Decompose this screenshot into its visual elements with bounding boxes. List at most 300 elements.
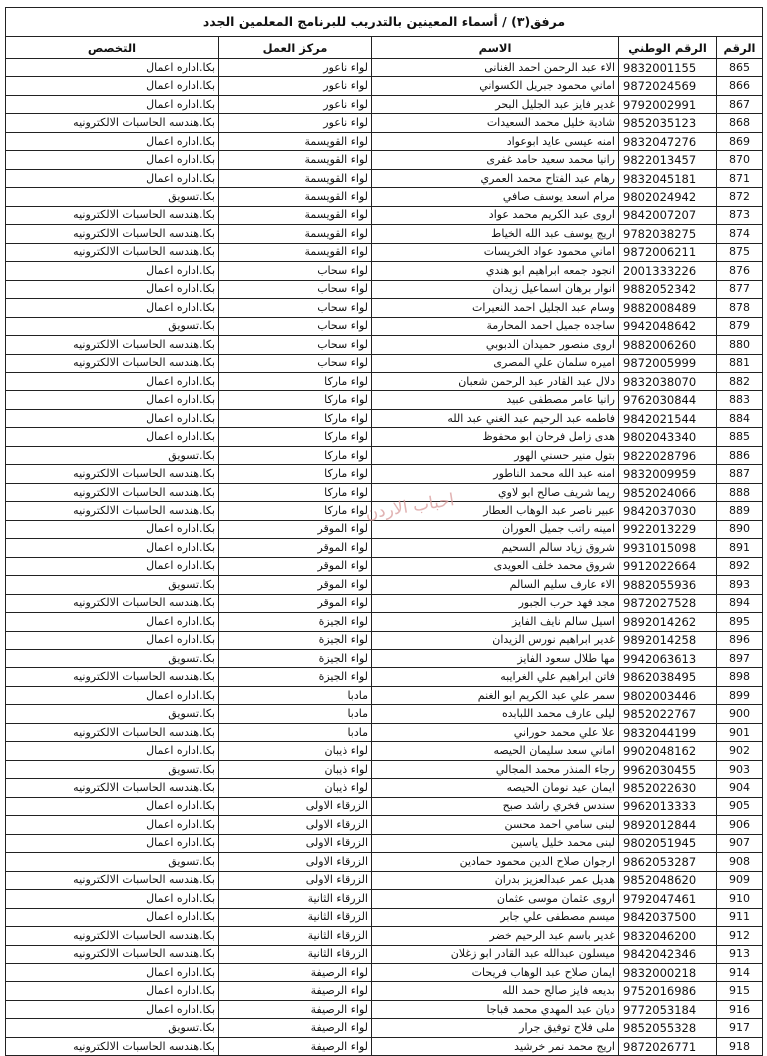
workplace-cell: لواء الموقر	[219, 576, 372, 594]
national-id-cell: 9852022767	[619, 705, 717, 723]
name-cell: عبير ناصر عبد الوهاب العطار	[372, 502, 619, 520]
table-row	[6, 742, 763, 760]
workplace-cell: لواء سحاب	[219, 262, 372, 280]
workplace-cell: الزرقاء الثانية	[219, 927, 372, 945]
workplace-cell: لواء الموقر	[219, 594, 372, 612]
workplace-cell: لواء الرصيفة	[219, 982, 372, 1000]
specialization-cell: بكا.اداره اعمال	[6, 151, 219, 169]
workplace-cell: الزرقاء الاولى	[219, 853, 372, 871]
name-cell: مها طلال سعود الفايز	[372, 650, 619, 668]
row-number: 881	[717, 354, 763, 372]
national-id-cell: 9892014258	[619, 631, 717, 649]
workplace-cell: لواء ماركا	[219, 428, 372, 446]
table-row	[6, 668, 763, 686]
national-id-cell: 9832045181	[619, 169, 717, 187]
row-number: 895	[717, 613, 763, 631]
national-id-cell: 9852055328	[619, 1019, 717, 1037]
table-row	[6, 114, 763, 132]
specialization-cell: بكا.تسويق	[6, 188, 219, 206]
name-cell: بتول منير حسني الهور	[372, 446, 619, 464]
name-cell: مرام اسعد يوسف صافي	[372, 188, 619, 206]
name-cell: رجاء المنذر محمد المجالي	[372, 760, 619, 778]
national-id-cell: 9842007207	[619, 206, 717, 224]
name-cell: غدير ابراهيم نورس الزيدان	[372, 631, 619, 649]
national-id-cell: 9762030844	[619, 391, 717, 409]
specialization-cell: بكا.اداره اعمال	[6, 372, 219, 390]
header-specialization: التخصص	[6, 37, 219, 59]
specialization-cell: بكا.اداره اعمال	[6, 95, 219, 113]
name-cell: وسام عبد الجليل احمد النعيرات	[372, 299, 619, 317]
workplace-cell: لواء القويسمة	[219, 188, 372, 206]
national-id-cell: 9792047461	[619, 890, 717, 908]
row-number: 896	[717, 631, 763, 649]
workplace-cell: الزرقاء الاولى	[219, 816, 372, 834]
national-id-cell: 9872027528	[619, 594, 717, 612]
national-id-cell: 9892014262	[619, 613, 717, 631]
row-number: 876	[717, 262, 763, 280]
row-number: 897	[717, 650, 763, 668]
specialization-cell: بكا.اداره اعمال	[6, 963, 219, 981]
national-id-cell: 9882006260	[619, 336, 717, 354]
national-id-cell: 9842037030	[619, 502, 717, 520]
specialization-cell: بكا.تسويق	[6, 1019, 219, 1037]
row-number: 871	[717, 169, 763, 187]
row-number: 903	[717, 760, 763, 778]
name-cell: انوار برهان اسماعيل زيدان	[372, 280, 619, 298]
row-number: 912	[717, 927, 763, 945]
specialization-cell: بكا.تسويق	[6, 576, 219, 594]
workplace-cell: لواء سحاب	[219, 354, 372, 372]
row-number: 891	[717, 539, 763, 557]
national-id-cell: 9752016986	[619, 982, 717, 1000]
table-row	[6, 1037, 763, 1055]
workplace-cell: لواء سحاب	[219, 317, 372, 335]
workplace-cell: لواء الرصيفة	[219, 1019, 372, 1037]
table-row	[6, 613, 763, 631]
table-row	[6, 151, 763, 169]
table-row	[6, 705, 763, 723]
row-number: 909	[717, 871, 763, 889]
name-cell: هدى زامل فرحان ابو محفوظ	[372, 428, 619, 446]
national-id-cell: 9822028796	[619, 446, 717, 464]
table-row	[6, 372, 763, 390]
table-row	[6, 760, 763, 778]
header-national-id: الرقم الوطني	[619, 37, 717, 59]
specialization-cell: بكا.هندسه الحاسبات الالكترونيه	[6, 206, 219, 224]
name-cell: الاء عبد الرحمن احمد الغنانى	[372, 59, 619, 77]
specialization-cell: بكا.تسويق	[6, 705, 219, 723]
workplace-cell: لواء ناعور	[219, 114, 372, 132]
row-number: 905	[717, 797, 763, 815]
row-number: 900	[717, 705, 763, 723]
table-row	[6, 132, 763, 150]
table-row	[6, 557, 763, 575]
national-id-cell: 9882008489	[619, 299, 717, 317]
national-id-cell: 9802024942	[619, 188, 717, 206]
row-number: 894	[717, 594, 763, 612]
name-cell: الاء عارف سليم السالم	[372, 576, 619, 594]
row-number: 885	[717, 428, 763, 446]
name-cell: فاتن ابراهيم علي الغرايبه	[372, 668, 619, 686]
row-number: 866	[717, 77, 763, 95]
table-body	[6, 59, 763, 1056]
specialization-cell: بكا.اداره اعمال	[6, 557, 219, 575]
row-number: 915	[717, 982, 763, 1000]
national-id-cell: 2001333226	[619, 262, 717, 280]
national-id-cell: 9802043340	[619, 428, 717, 446]
name-cell: اميره سلمان علي المصرى	[372, 354, 619, 372]
table-row	[6, 243, 763, 261]
header-num: الرقم	[717, 37, 763, 59]
table-row	[6, 927, 763, 945]
name-cell: انجود جمعه ابراهيم ابو هندي	[372, 262, 619, 280]
row-number: 880	[717, 336, 763, 354]
table-row	[6, 77, 763, 95]
specialization-cell: بكا.اداره اعمال	[6, 262, 219, 280]
specialization-cell: بكا.اداره اعمال	[6, 169, 219, 187]
workplace-cell: لواء الجيزة	[219, 613, 372, 631]
table-row	[6, 1000, 763, 1018]
row-number: 872	[717, 188, 763, 206]
name-cell: ملى فلاح توفيق جرار	[372, 1019, 619, 1037]
workplace-cell: لواء الرصيفة	[219, 963, 372, 981]
specialization-cell: بكا.هندسه الحاسبات الالكترونيه	[6, 354, 219, 372]
specialization-cell: بكا.اداره اعمال	[6, 59, 219, 77]
specialization-cell: بكا.اداره اعمال	[6, 280, 219, 298]
name-cell: ميسم مصطفى علي جابر	[372, 908, 619, 926]
workplace-cell: مادبا	[219, 723, 372, 741]
specialization-cell: بكا.تسويق	[6, 446, 219, 464]
name-cell: ريما شريف صالح ابو لاوي	[372, 483, 619, 501]
national-id-cell: 9872024569	[619, 77, 717, 95]
name-cell: غدير فايز عبد الجليل البحر	[372, 95, 619, 113]
workplace-cell: لواء الموقر	[219, 520, 372, 538]
name-cell: لبنى سامي احمد محسن	[372, 816, 619, 834]
workplace-cell: لواء ماركا	[219, 483, 372, 501]
row-number: 884	[717, 409, 763, 427]
table-row	[6, 945, 763, 963]
national-id-cell: 9772053184	[619, 1000, 717, 1018]
table-row	[6, 391, 763, 409]
specialization-cell: بكا.اداره اعمال	[6, 77, 219, 95]
table-row	[6, 446, 763, 464]
specialization-cell: بكا.اداره اعمال	[6, 908, 219, 926]
table-row	[6, 225, 763, 243]
workplace-cell: لواء ماركا	[219, 446, 372, 464]
name-cell: مجد فهد حرب الجبور	[372, 594, 619, 612]
national-id-cell: 9872006211	[619, 243, 717, 261]
specialization-cell: بكا.هندسه الحاسبات الالكترونيه	[6, 502, 219, 520]
specialization-cell: بكا.اداره اعمال	[6, 631, 219, 649]
name-cell: ليلى عارف محمد اللبابده	[372, 705, 619, 723]
name-cell: شادية خليل محمد السعيدات	[372, 114, 619, 132]
name-cell: امنه عبد الله محمد الناطور	[372, 465, 619, 483]
workplace-cell: لواء سحاب	[219, 299, 372, 317]
workplace-cell: لواء ذيبان	[219, 779, 372, 797]
row-number: 917	[717, 1019, 763, 1037]
national-id-cell: 9842042346	[619, 945, 717, 963]
specialization-cell: بكا.هندسه الحاسبات الالكترونيه	[6, 483, 219, 501]
workplace-cell: لواء سحاب	[219, 336, 372, 354]
table-row	[6, 631, 763, 649]
table-row	[6, 169, 763, 187]
national-id-cell: 9802003446	[619, 686, 717, 704]
specialization-cell: بكا.اداره اعمال	[6, 982, 219, 1000]
national-id-cell: 9782038275	[619, 225, 717, 243]
workplace-cell: لواء ناعور	[219, 77, 372, 95]
name-cell: اماني محمود جبريل الكسواني	[372, 77, 619, 95]
table-row	[6, 336, 763, 354]
header-row	[6, 37, 763, 59]
national-id-cell: 9931015098	[619, 539, 717, 557]
specialization-cell: بكا.اداره اعمال	[6, 391, 219, 409]
specialization-cell: بكا.اداره اعمال	[6, 1000, 219, 1018]
national-id-cell: 9832009959	[619, 465, 717, 483]
row-number: 918	[717, 1037, 763, 1055]
row-number: 865	[717, 59, 763, 77]
row-number: 874	[717, 225, 763, 243]
workplace-cell: الزرقاء الثانية	[219, 890, 372, 908]
national-id-cell: 9892012844	[619, 816, 717, 834]
name-cell: امنه عيسى عايد ابوعواد	[372, 132, 619, 150]
table-row	[6, 576, 763, 594]
specialization-cell: بكا.تسويق	[6, 760, 219, 778]
national-id-cell: 9942063613	[619, 650, 717, 668]
workplace-cell: لواء الجيزة	[219, 668, 372, 686]
row-number: 906	[717, 816, 763, 834]
national-id-cell: 9832047276	[619, 132, 717, 150]
national-id-cell: 9962030455	[619, 760, 717, 778]
workplace-cell: لواء ناعور	[219, 59, 372, 77]
national-id-cell: 9832046200	[619, 927, 717, 945]
row-number: 916	[717, 1000, 763, 1018]
table-row	[6, 188, 763, 206]
national-id-cell: 9922013229	[619, 520, 717, 538]
workplace-cell: لواء الموقر	[219, 539, 372, 557]
table-row	[6, 317, 763, 335]
workplace-cell: لواء ذيبان	[219, 742, 372, 760]
specialization-cell: بكا.اداره اعمال	[6, 428, 219, 446]
specialization-cell: بكا.هندسه الحاسبات الالكترونيه	[6, 723, 219, 741]
table-row	[6, 982, 763, 1000]
row-number: 899	[717, 686, 763, 704]
table-row	[6, 539, 763, 557]
name-cell: امينه راتب جميل العوران	[372, 520, 619, 538]
specialization-cell: بكا.اداره اعمال	[6, 890, 219, 908]
name-cell: رانيا عامر مصطفى عبيد	[372, 391, 619, 409]
name-cell: غدير باسم عبد الرحيم خضر	[372, 927, 619, 945]
workplace-cell: لواء ناعور	[219, 95, 372, 113]
workplace-cell: مادبا	[219, 705, 372, 723]
table-row	[6, 483, 763, 501]
specialization-cell: بكا.اداره اعمال	[6, 520, 219, 538]
specialization-cell: بكا.تسويق	[6, 317, 219, 335]
table-row	[6, 59, 763, 77]
table-row	[6, 409, 763, 427]
name-cell: شروق محمد خلف العويدى	[372, 557, 619, 575]
row-number: 868	[717, 114, 763, 132]
name-cell: شروق زياد سالم السحيم	[372, 539, 619, 557]
name-cell: ارجوان صلاح الدين محمود حمادين	[372, 853, 619, 871]
row-number: 898	[717, 668, 763, 686]
national-id-cell: 9872005999	[619, 354, 717, 372]
specialization-cell: بكا.هندسه الحاسبات الالكترونيه	[6, 668, 219, 686]
row-number: 877	[717, 280, 763, 298]
workplace-cell: الزرقاء الثانية	[219, 908, 372, 926]
specialization-cell: بكا.هندسه الحاسبات الالكترونيه	[6, 225, 219, 243]
workplace-cell: الزرقاء الاولى	[219, 834, 372, 852]
national-id-cell: 9882055936	[619, 576, 717, 594]
row-number: 886	[717, 446, 763, 464]
workplace-cell: لواء الموقر	[219, 557, 372, 575]
row-number: 908	[717, 853, 763, 871]
document-title: مرفق(٣) / أسماء المعينين بالتدريب للبرنامج المعلمين الجدد	[6, 8, 763, 37]
table-row	[6, 650, 763, 668]
row-number: 887	[717, 465, 763, 483]
table-row	[6, 686, 763, 704]
name-cell: اروى عبد الكريم محمد عواد	[372, 206, 619, 224]
name-cell: سندس فخري راشد صبح	[372, 797, 619, 815]
national-id-cell: 9862053287	[619, 853, 717, 871]
row-number: 904	[717, 779, 763, 797]
table-row	[6, 816, 763, 834]
row-number: 889	[717, 502, 763, 520]
name-cell: اريج يوسف عبد الله الخياط	[372, 225, 619, 243]
workplace-cell: لواء ماركا	[219, 502, 372, 520]
row-number: 883	[717, 391, 763, 409]
table-row	[6, 280, 763, 298]
workplace-cell: لواء القويسمة	[219, 225, 372, 243]
specialization-cell: بكا.اداره اعمال	[6, 299, 219, 317]
name-cell: ايمان عيد نومان الحيصه	[372, 779, 619, 797]
workplace-cell: مادبا	[219, 686, 372, 704]
row-number: 875	[717, 243, 763, 261]
table-row	[6, 723, 763, 741]
workplace-cell: لواء ماركا	[219, 465, 372, 483]
row-number: 901	[717, 723, 763, 741]
workplace-cell: لواء الرصيفة	[219, 1000, 372, 1018]
specialization-cell: بكا.هندسه الحاسبات الالكترونيه	[6, 243, 219, 261]
specialization-cell: بكا.اداره اعمال	[6, 742, 219, 760]
specialization-cell: بكا.هندسه الحاسبات الالكترونيه	[6, 945, 219, 963]
national-id-cell: 9832038070	[619, 372, 717, 390]
header-name: الاسم	[372, 37, 619, 59]
table-row	[6, 779, 763, 797]
row-number: 878	[717, 299, 763, 317]
name-cell: ديان عبد المهدي محمد قباجا	[372, 1000, 619, 1018]
workplace-cell: لواء ماركا	[219, 372, 372, 390]
national-id-cell: 9792002991	[619, 95, 717, 113]
specialization-cell: بكا.هندسه الحاسبات الالكترونيه	[6, 779, 219, 797]
workplace-cell: لواء القويسمة	[219, 132, 372, 150]
row-number: 911	[717, 908, 763, 926]
table-row	[6, 908, 763, 926]
workplace-cell: لواء ماركا	[219, 409, 372, 427]
title-row	[6, 8, 763, 37]
national-id-cell: 9802051945	[619, 834, 717, 852]
national-id-cell: 9882052342	[619, 280, 717, 298]
row-number: 914	[717, 963, 763, 981]
workplace-cell: الزرقاء الاولى	[219, 871, 372, 889]
name-cell: رانيا محمد سعيد حامد غفرى	[372, 151, 619, 169]
specialization-cell: بكا.هندسه الحاسبات الالكترونيه	[6, 465, 219, 483]
national-id-cell: 9942048642	[619, 317, 717, 335]
national-id-cell: 9852048620	[619, 871, 717, 889]
appointees-table	[5, 7, 763, 1056]
name-cell: اروى منصور حميدان الدبوبي	[372, 336, 619, 354]
row-number: 902	[717, 742, 763, 760]
row-number: 910	[717, 890, 763, 908]
table-row	[6, 465, 763, 483]
national-id-cell: 9852035123	[619, 114, 717, 132]
national-id-cell: 9872026771	[619, 1037, 717, 1055]
national-id-cell: 9822013457	[619, 151, 717, 169]
workplace-cell: لواء القويسمة	[219, 206, 372, 224]
table-row	[6, 963, 763, 981]
workplace-cell: لواء الجيزة	[219, 650, 372, 668]
specialization-cell: بكا.اداره اعمال	[6, 132, 219, 150]
specialization-cell: بكا.هندسه الحاسبات الالكترونيه	[6, 594, 219, 612]
national-id-cell: 9842021544	[619, 409, 717, 427]
national-id-cell: 9902048162	[619, 742, 717, 760]
name-cell: بديعه فايز صالح حمد الله	[372, 982, 619, 1000]
specialization-cell: بكا.هندسه الحاسبات الالكترونيه	[6, 871, 219, 889]
specialization-cell: بكا.هندسه الحاسبات الالكترونيه	[6, 336, 219, 354]
row-number: 907	[717, 834, 763, 852]
row-number: 869	[717, 132, 763, 150]
row-number: 873	[717, 206, 763, 224]
national-id-cell: 9852022630	[619, 779, 717, 797]
national-id-cell: 9842037500	[619, 908, 717, 926]
workplace-cell: لواء الرصيفة	[219, 1037, 372, 1055]
row-number: 892	[717, 557, 763, 575]
national-id-cell: 9832044199	[619, 723, 717, 741]
name-cell: رهام عبد الفتاح محمد العمري	[372, 169, 619, 187]
workplace-cell: لواء القويسمة	[219, 151, 372, 169]
national-id-cell: 9912022664	[619, 557, 717, 575]
table-row	[6, 206, 763, 224]
name-cell: اماني محمود عواد الخريسات	[372, 243, 619, 261]
specialization-cell: بكا.اداره اعمال	[6, 797, 219, 815]
table-row	[6, 502, 763, 520]
workplace-cell: الزرقاء الاولى	[219, 797, 372, 815]
table-row	[6, 428, 763, 446]
national-id-cell: 9862038495	[619, 668, 717, 686]
name-cell: اسيل سالم نايف الفايز	[372, 613, 619, 631]
workplace-cell: لواء ماركا	[219, 391, 372, 409]
workplace-cell: لواء القويسمة	[219, 243, 372, 261]
specialization-cell: بكا.اداره اعمال	[6, 816, 219, 834]
national-id-cell: 9852024066	[619, 483, 717, 501]
table-row	[6, 520, 763, 538]
row-number: 867	[717, 95, 763, 113]
table-row	[6, 797, 763, 815]
workplace-cell: لواء سحاب	[219, 280, 372, 298]
specialization-cell: بكا.اداره اعمال	[6, 539, 219, 557]
workplace-cell: لواء الجيزة	[219, 631, 372, 649]
specialization-cell: بكا.اداره اعمال	[6, 686, 219, 704]
row-number: 890	[717, 520, 763, 538]
specialization-cell: بكا.تسويق	[6, 650, 219, 668]
name-cell: دلال عبد القادر عبد الرحمن شعبان	[372, 372, 619, 390]
workplace-cell: الزرقاء الثانية	[219, 945, 372, 963]
table-row	[6, 1019, 763, 1037]
row-number: 870	[717, 151, 763, 169]
name-cell: اروى عثمان موسى عثمان	[372, 890, 619, 908]
table-row	[6, 354, 763, 372]
table-row	[6, 834, 763, 852]
row-number: 893	[717, 576, 763, 594]
